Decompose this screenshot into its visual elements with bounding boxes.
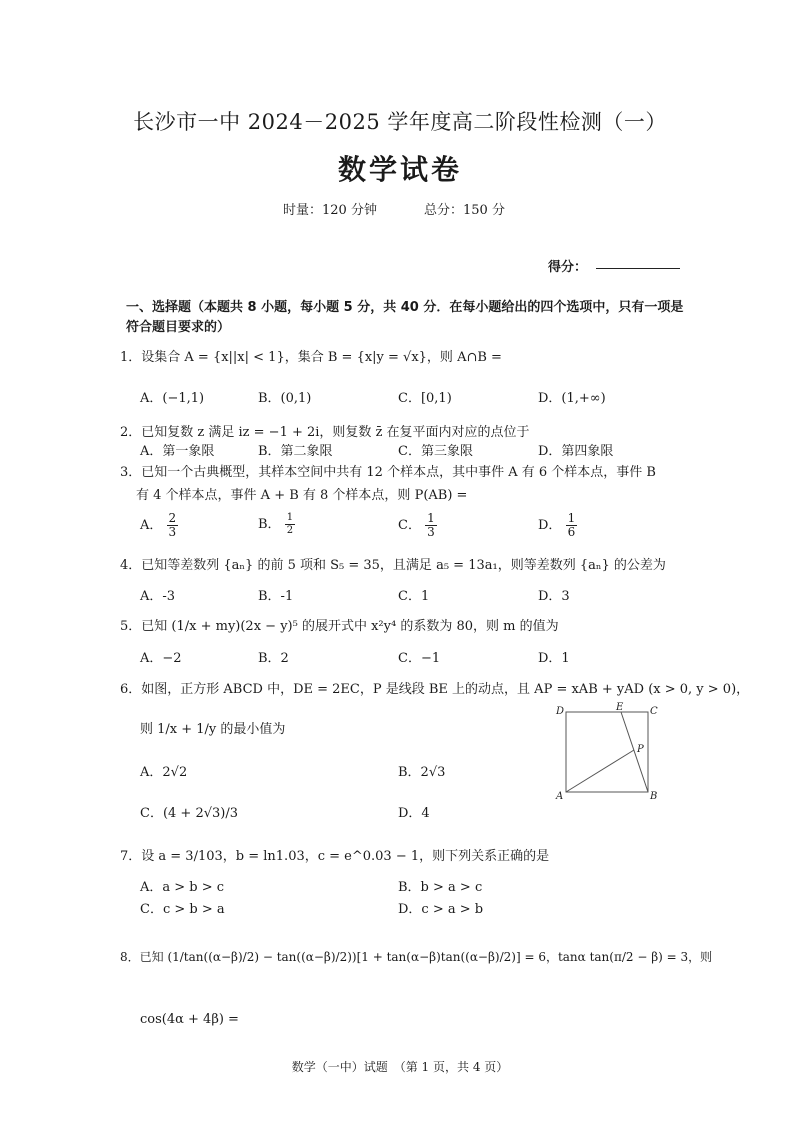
q6-stem-line2: 则 1/x + 1/y 的最小值为: [140, 722, 286, 737]
exam-title: 长沙市一中 2024－2025 学年度高二阶段性检测（一）: [133, 110, 667, 134]
q4-option-c: C．1: [398, 589, 430, 604]
q5-option-c: C．−1: [398, 651, 441, 666]
q4-stem: 4．已知等差数列 {aₙ} 的前 5 项和 S₅ = 35，且满足 a₅ = 13a₁，则等差数列 {aₙ} 的公差为: [120, 558, 666, 573]
q4-option-a: A．-3: [140, 589, 176, 604]
q2-option-b: B．第二象限: [258, 444, 333, 459]
q5-option-d: D．1: [538, 651, 570, 666]
section-heading: 一、选择题（本题共 8 小题，每小题 5 分，共 40 分．在每小题给出的四个选项中，只有一项是符合题目要求的）: [126, 300, 684, 335]
q6-option-c: C．(4 + 2√3)/3: [140, 806, 238, 821]
q1-option-c: C．[0,1): [398, 391, 452, 406]
q7-option-c: C．c > b > a: [140, 902, 225, 917]
q7-option-d: D．c > a > b: [398, 902, 484, 917]
q3-option-d: D． $\frac{1}{6}$: [538, 511, 576, 539]
score-label: 得分：: [548, 260, 588, 275]
label-d: D: [556, 706, 565, 717]
q7-option-a: A．a > b > c: [140, 880, 225, 895]
label-p: P: [637, 744, 644, 755]
q6-option-d: D．4: [398, 806, 430, 821]
segment-be: [621, 712, 648, 792]
q7-stem: 7．设 a = 3/103，b = ln1.03，c = e^0.03 − 1，则下列关系正确的是: [120, 849, 550, 864]
label-c: C: [650, 706, 658, 717]
q6-square-figure: [548, 700, 668, 805]
q1-stem: 1．设集合 A = {x||x| < 1}，集合 B = {x|y = √x}，则 A∩B =: [120, 350, 502, 365]
q2-option-d: D．第四象限: [538, 444, 614, 459]
q1-option-a: A．(−1,1): [140, 391, 205, 406]
total-label: 总分：150 分: [424, 203, 505, 218]
subject-title: 数学试卷: [337, 153, 462, 186]
q8-stem-line1: 8．已知 (1/tan((α−β)/2) − tan((α−β)/2))[1 + tan(α−β)tan((α−β)/2)] = 6，tanα tan(π/2 − β) = 3，则: [120, 950, 713, 964]
segment-ap: [566, 750, 634, 792]
q6-option-a: A．2√2: [140, 765, 188, 780]
page-footer: 数学（一中）试题 （第 1 页，共 4 页）: [291, 1060, 509, 1074]
q5-option-a: A．−2: [140, 651, 182, 666]
q2-option-a: A．第一象限: [140, 444, 215, 459]
q5-stem: 5．已知 (1/x + my)(2x − y)⁵ 的展开式中 x²y⁴ 的系数为 80，则 m 的值为: [120, 619, 559, 634]
q4-option-b: B．-1: [258, 589, 294, 604]
q3-option-b: B． $\frac{1}{2}$: [258, 512, 294, 536]
q2-option-c: C．第三象限: [398, 444, 473, 459]
q3-option-a: A． $\frac{2}{3}$: [140, 511, 177, 539]
q8-stem-line2: cos(4α + 4β) =: [140, 1012, 239, 1027]
q1-option-b: B．(0,1): [258, 391, 312, 406]
q2-stem: 2．已知复数 z 满足 iz = −1 + 2i，则复数 z̄ 在复平面内对应的点位于: [120, 425, 530, 440]
time-label: 时量：120 分钟: [283, 203, 377, 218]
q3-stem-line1: 3．已知一个古典概型，其样本空间中共有 12 个样本点，其中事件 A 有 6 个样本点，事件 B: [120, 465, 656, 480]
q4-option-d: D．3: [538, 589, 570, 604]
q3-stem-line2: 有 4 个样本点，事件 A + B 有 8 个样本点，则 P(AB) =: [136, 488, 468, 503]
q7-option-b: B．b > a > c: [398, 880, 483, 895]
label-e: E: [616, 702, 624, 713]
label-b: B: [650, 791, 658, 802]
q3-option-c: C． $\frac{1}{3}$: [398, 511, 435, 539]
score-blank[interactable]: [596, 268, 680, 269]
q5-option-b: B．2: [258, 651, 289, 666]
q6-option-b: B．2√3: [398, 765, 446, 780]
square-abcd: [566, 712, 648, 792]
q1-option-d: D．(1,+∞): [538, 391, 606, 406]
label-a: A: [556, 791, 564, 802]
q6-stem-line1: 6．如图，正方形 ABCD 中，DE = 2EC，P 是线段 BE 上的动点，且 AP = xAB + yAD (x > 0, y > 0)，: [120, 682, 750, 697]
